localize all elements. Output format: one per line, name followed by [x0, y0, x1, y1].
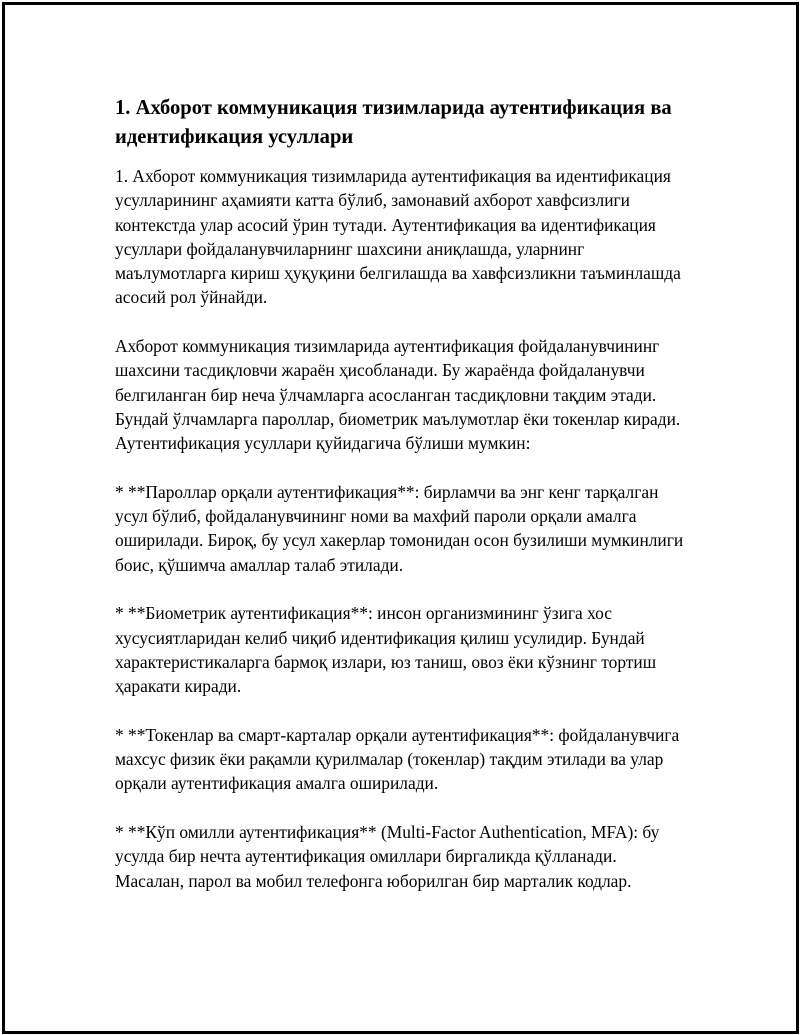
- list-item-passwords: * **Пароллар орқали аутентификация**: бирламчи ва энг кенг тарқалган усул бўлиб, фойдаланувчининг номи ва махфий пароли орқали амалга оширилади. Бироқ, бу усул хакерлар томонидан осон бузилиши мумкинлиги боис, қўшимча амаллар талаб этилади.: [115, 481, 684, 575]
- document-body: [115, 94, 685, 917]
- list-item-mfa: * **Кўп омилли аутентификация** (Multi-Factor Authentication, MFA): бу усулда бир нечта аутентификация омиллари биргаликда қўлланади. Масалан, парол ва мобил телефонга юборилган бир марталик кодлар.: [115, 822, 660, 891]
- document-title: 1. Ахборот коммуникация тизимларида аутентификация ва идентификация усуллари: [115, 97, 672, 148]
- list-item-biometric: * **Биометрик аутентификация**: инсон организмининг ўзига хос хусусиятларидан келиб чиқиб идентификация қилиш усулидир. Бундай характеристикаларга бармоқ излари, юз таниш, овоз ёки кўзнинг тортиш ҳаракати киради.: [115, 603, 657, 697]
- list-item-tokens: * **Токенлар ва смарт-карталар орқали аутентификация**: фойдаланувчига махсус физик ёки рақамли қурилмалар (токенлар) тақдим этилади ва улар орқали аутентификация амалга оширилади.: [115, 724, 680, 794]
- paragraph-authentication: Ахборот коммуникация тизимларида аутентификация фойдаланувчининг шахсини тасдиқловчи жараён ҳисобланади. Бу жараёнда фойдаланувчи белгиланган бир неча ўлчамларга асосланган тасдиқловни тақдим этади. Бундай ўлчамларга пароллар, биометрик маълумотлар ёки токенлар киради. Аутентификация усуллари қуйидагича бўлиши мумкин:: [115, 336, 681, 454]
- paragraph-intro: 1. Ахборот коммуникация тизимларида аутентификация ва идентификация усулларининг аҳамияти катта бўлиб, замонавий ахборот хавфсизлиги контекстда улар асосий ўрин тутади. Аутентификация ва идентификация усуллари фойдаланувчиларнинг шахсини аниқлашда, уларнинг маълумотларга кириш ҳуқуқини белгилашда ва хавфсизликни таъминлашда асосий рол ўйнайди.: [115, 166, 681, 308]
